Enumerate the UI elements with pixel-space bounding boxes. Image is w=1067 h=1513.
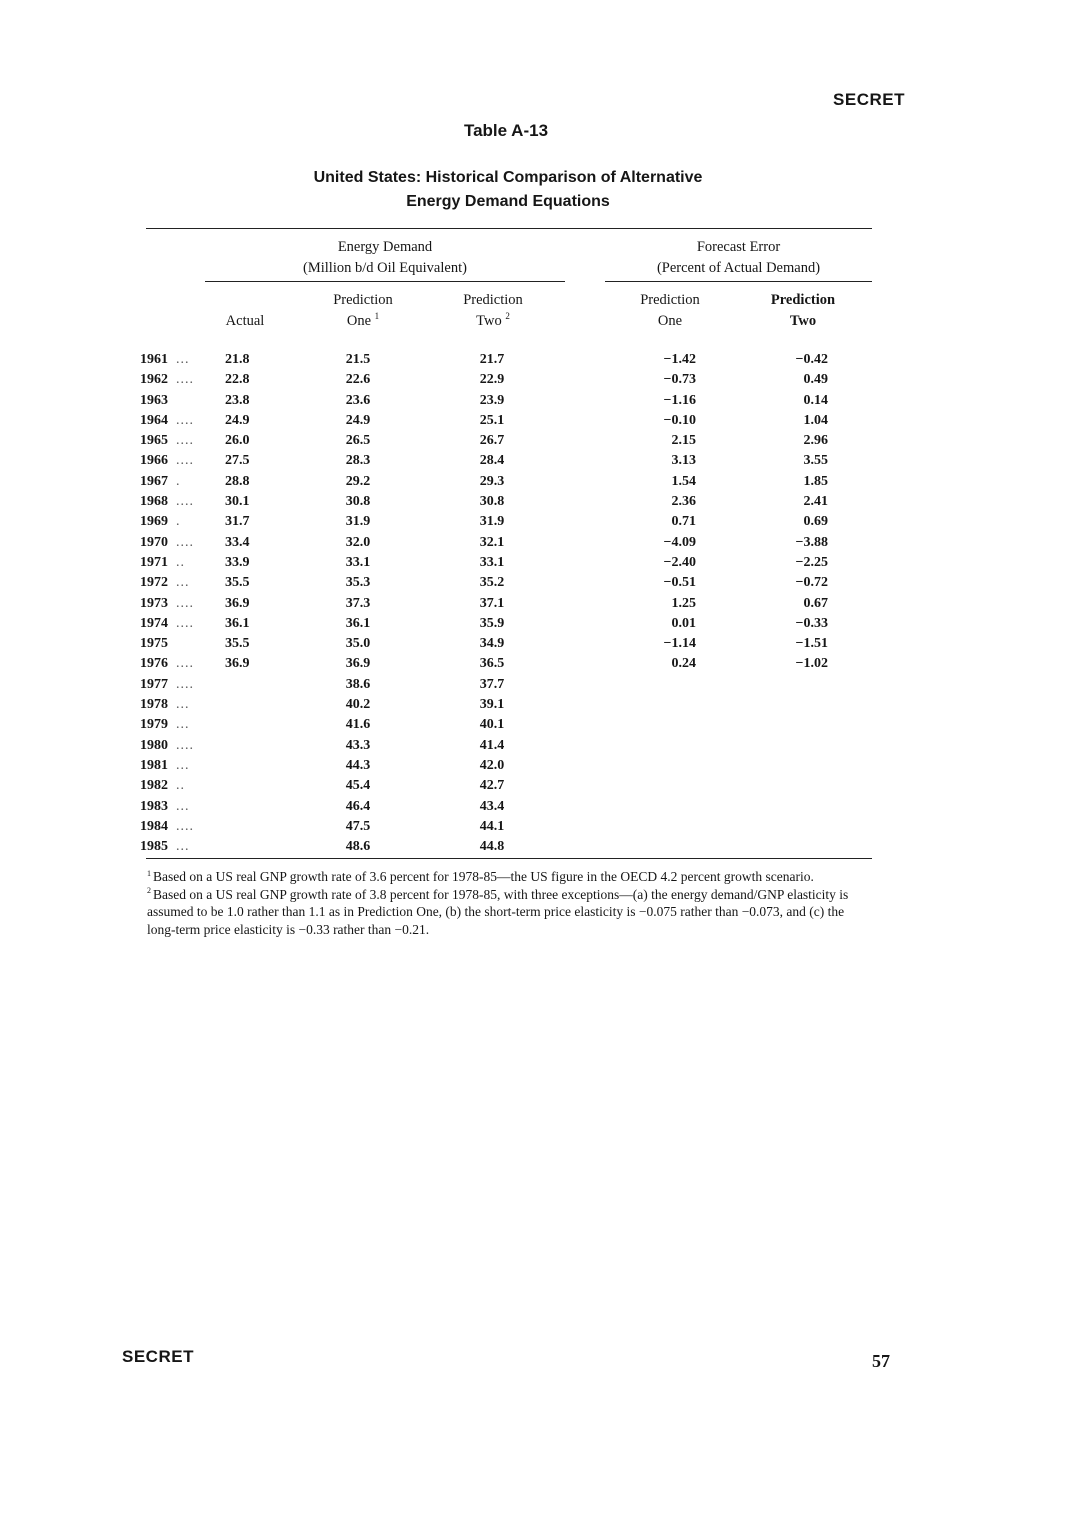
row-leader-dots: ... [176,575,190,591]
table-row [0,839,1067,859]
cell-actual: 35.5 [225,636,250,652]
row-year: 1977 [140,676,168,692]
row-leader-dots: .... [176,818,194,834]
table-row [0,474,1067,494]
cell-error-prediction-two: −0.33 [795,615,828,631]
table-row [0,778,1067,798]
table-top-rule [146,228,872,229]
cell-prediction-two: 26.7 [479,433,505,449]
cell-error-prediction-two: 2.41 [803,494,828,510]
cell-error-prediction-two: 0.49 [803,372,828,388]
cell-prediction-two: 31.9 [479,514,505,530]
cell-actual: 28.8 [225,473,250,489]
cell-prediction-one: 36.1 [345,615,371,631]
cell-prediction-two: 25.1 [479,412,505,428]
forecast-error-group-header [605,237,872,279]
cell-prediction-one: 46.4 [345,798,371,814]
column-header-error-one-line-1: Prediction [640,292,700,308]
table-row [0,514,1067,534]
row-year: 1978 [140,697,168,713]
cell-actual: 24.9 [225,412,250,428]
row-year: 1984 [140,818,168,834]
cell-actual: 31.7 [225,514,250,530]
cell-prediction-two: 35.9 [479,615,505,631]
cell-prediction-one: 23.6 [345,392,371,408]
cell-error-prediction-one: 2.15 [671,433,696,449]
cell-error-prediction-two: −1.02 [795,656,828,672]
cell-error-prediction-one: −1.16 [663,392,696,408]
column-header-prediction-two [448,290,538,332]
table-row [0,372,1067,392]
energy-demand-header-line-1: Energy Demand [337,239,433,255]
cell-prediction-two: 36.5 [479,656,505,672]
row-leader-dots: .. [176,554,185,570]
row-leader-dots: .... [176,494,194,510]
row-year: 1980 [140,737,168,753]
cell-error-prediction-two: 0.67 [803,595,828,611]
table-row [0,738,1067,758]
energy-demand-header-line-2: (Million b/d Oil Equivalent) [303,260,467,276]
table-body [0,352,1067,859]
table-row [0,596,1067,616]
cell-prediction-one: 28.3 [345,453,371,469]
cell-error-prediction-two: 0.14 [803,392,828,408]
row-year: 1982 [140,778,168,794]
row-leader-dots: ... [176,697,190,713]
cell-error-prediction-one: −0.51 [663,575,696,591]
column-header-prediction-one-line-2: One $^1$ [346,311,380,329]
energy-demand-group-rule [205,281,565,282]
cell-actual: 36.9 [225,595,250,611]
cell-actual: 36.1 [225,615,250,631]
row-leader-dots: .... [176,412,194,428]
cell-error-prediction-one: 2.36 [671,494,696,510]
energy-demand-group-header [255,237,515,279]
cell-error-prediction-two: 1.04 [803,412,828,428]
table-row [0,393,1067,413]
row-year: 1979 [140,717,168,733]
table-row [0,697,1067,717]
row-year: 1985 [140,839,168,855]
row-leader-dots: .... [176,595,194,611]
cell-prediction-two: 32.1 [479,534,505,550]
table-title [0,166,1016,214]
cell-prediction-two: 30.8 [479,494,505,510]
cell-prediction-one: 48.6 [345,839,371,855]
table-number: Table A-13 [463,121,549,140]
row-year: 1970 [140,534,168,550]
row-year: 1963 [140,392,168,408]
row-year: 1971 [140,554,168,570]
cell-prediction-one: 26.5 [345,433,371,449]
column-header-actual: Actual [225,313,265,329]
footnote-2-mark: 2 [147,886,151,895]
row-leader-dots: ... [176,839,190,855]
cell-prediction-two: 22.9 [479,372,505,388]
column-header-error-prediction-one [625,290,715,332]
cell-prediction-one: 41.6 [345,717,371,733]
column-header-prediction-one [318,290,408,332]
cell-prediction-one: 47.5 [345,818,371,834]
row-leader-dots: .... [176,433,194,449]
cell-prediction-one: 35.0 [345,636,371,652]
forecast-error-header-line-2: (Percent of Actual Demand) [656,260,821,276]
cell-error-prediction-two: 3.55 [803,453,828,469]
cell-prediction-two: 42.0 [479,757,505,773]
cell-error-prediction-two: 2.96 [803,433,828,449]
classification-marking-bottom: SECRET [122,1347,194,1366]
cell-actual: 33.4 [225,534,250,550]
cell-error-prediction-one: −1.14 [663,636,696,652]
cell-error-prediction-one: 0.71 [671,514,696,530]
cell-prediction-one: 44.3 [345,757,371,773]
table-title-line-2: Energy Demand Equations [406,193,610,210]
cell-prediction-two: 42.7 [479,778,505,794]
table-row [0,758,1067,778]
row-year: 1966 [140,453,168,469]
row-leader-dots: .... [176,372,194,388]
cell-prediction-one: 24.9 [345,412,371,428]
row-leader-dots: . [176,514,181,530]
row-year: 1968 [140,494,168,510]
cell-prediction-two: 43.4 [479,798,505,814]
cell-prediction-one: 29.2 [345,473,371,489]
cell-actual: 36.9 [225,656,250,672]
row-year: 1976 [140,656,168,672]
cell-prediction-two: 35.2 [479,575,505,591]
table-row [0,656,1067,676]
cell-prediction-two: 28.4 [479,453,505,469]
row-year: 1975 [140,636,168,652]
row-year: 1965 [140,433,168,449]
cell-prediction-one: 35.3 [345,575,371,591]
footnote-ref-1: 1 [374,311,380,322]
row-year: 1961 [140,352,168,367]
cell-prediction-two: 44.1 [479,818,505,834]
cell-error-prediction-one: 1.54 [671,473,696,489]
table-row [0,352,1067,372]
table-row [0,433,1067,453]
cell-error-prediction-one: −0.10 [663,412,696,428]
cell-prediction-two: 23.9 [479,392,505,408]
cell-prediction-two: 44.8 [479,839,505,855]
footnote-2 [147,886,875,939]
cell-error-prediction-one: 3.13 [671,453,696,469]
table-row [0,677,1067,697]
classification-marking-top: SECRET [833,90,905,109]
forecast-error-header-line-1: Forecast Error [696,239,781,255]
cell-error-prediction-one: −1.42 [663,352,696,367]
cell-prediction-two: 29.3 [479,473,505,489]
row-year: 1974 [140,615,168,631]
cell-actual: 27.5 [225,453,250,469]
cell-prediction-one: 33.1 [345,554,371,570]
cell-prediction-two: 41.4 [479,737,505,753]
forecast-error-group-rule [605,281,872,282]
cell-prediction-one: 38.6 [345,676,371,692]
page-number: 57 [872,1351,890,1371]
footnote-ref-2: 2 [505,311,510,322]
table-row [0,636,1067,656]
table-bottom-rule [146,858,872,859]
column-header-error-one-line-2: One [657,313,683,329]
cell-prediction-one: 43.3 [345,737,371,753]
table-row [0,819,1067,839]
cell-prediction-two: 34.9 [479,636,505,652]
cell-error-prediction-two: −0.42 [795,352,828,367]
row-year: 1972 [140,575,168,591]
table-row [0,575,1067,595]
cell-prediction-two: 37.7 [479,676,505,692]
row-leader-dots: ... [176,757,190,773]
table-row [0,413,1067,433]
cell-prediction-one: 30.8 [345,494,371,510]
cell-prediction-one: 40.2 [345,697,371,713]
cell-prediction-two: 21.7 [479,352,505,367]
column-header-prediction-two-line-1: Prediction [463,292,523,308]
cell-prediction-two: 33.1 [479,554,505,570]
row-leader-dots: .... [176,676,194,692]
cell-prediction-two: 39.1 [479,697,505,713]
cell-actual: 33.9 [225,554,250,570]
cell-error-prediction-two: −2.25 [795,554,828,570]
cell-actual: 23.8 [225,392,250,408]
column-header-error-two-line-2: Two [789,313,817,329]
cell-prediction-one: 45.4 [345,778,371,794]
cell-error-prediction-one: −2.40 [663,554,696,570]
cell-actual: 26.0 [225,433,250,449]
row-leader-dots: .... [176,737,194,753]
footnote-1 [147,868,875,886]
footnotes [147,868,875,938]
row-leader-dots: .... [176,453,194,469]
cell-actual: 22.8 [225,372,250,388]
cell-prediction-one: 32.0 [345,534,371,550]
cell-error-prediction-one: 1.25 [671,595,696,611]
cell-error-prediction-one: 0.01 [671,615,696,631]
cell-prediction-one: 37.3 [345,595,371,611]
row-year: 1964 [140,412,168,428]
footnote-1-mark: 1 [147,868,151,878]
table-row [0,717,1067,737]
cell-actual: 30.1 [225,494,250,510]
cell-error-prediction-two: −1.51 [795,636,828,652]
table-row [0,535,1067,555]
cell-prediction-one: 22.6 [345,372,371,388]
column-header-prediction-two-line-2: Two $^2$ [476,311,510,329]
cell-error-prediction-two: 1.85 [803,473,828,489]
column-header-error-prediction-two [758,290,848,332]
cell-error-prediction-one: −0.73 [663,372,696,388]
cell-error-prediction-one: −4.09 [663,534,696,550]
table-title-line-1: United States: Historical Comparison of Alternative [313,169,703,186]
row-leader-dots: .... [176,656,194,672]
column-header-prediction-one-line-1: Prediction [333,292,393,308]
table-row [0,453,1067,473]
cell-actual: 21.8 [225,352,250,367]
row-leader-dots: ... [176,798,190,814]
column-header-error-two-line-1: Prediction [770,292,836,308]
cell-prediction-one: 31.9 [345,514,371,530]
cell-actual: 35.5 [225,575,250,591]
cell-error-prediction-two: −0.72 [795,575,828,591]
row-year: 1969 [140,514,168,530]
cell-error-prediction-two: −3.88 [795,534,828,550]
row-leader-dots: .. [176,778,185,794]
row-leader-dots: ... [176,717,190,733]
row-leader-dots: ... [176,352,190,367]
table-row [0,799,1067,819]
cell-prediction-two: 40.1 [479,717,505,733]
row-year: 1981 [140,757,168,773]
row-year: 1967 [140,473,168,489]
cell-prediction-two: 37.1 [479,595,505,611]
row-year: 1973 [140,595,168,611]
row-year: 1983 [140,798,168,814]
cell-error-prediction-two: 0.69 [803,514,828,530]
table-row [0,555,1067,575]
table-row [0,494,1067,514]
footnote-1-text: Based on a US real GNP growth rate of 3.6 percent for 1978-85—the US figure in the OECD 4.2 percent growth scenario. [153,869,814,884]
footnote-2-text: Based on a US real GNP growth rate of 3.8 percent for 1978-85, with three exceptions—(a) the energy demand/GNP elasticity is assumed to be 1.0 rather than 1.1 as in Prediction One, (b) the short-term price elasticity is −0.075 rather than −0.073, and (c) the long-term price elasticity is −0.33 rather than −0.21. [147,886,849,937]
cell-prediction-one: 36.9 [345,656,371,672]
table-row [0,616,1067,636]
row-leader-dots: . [176,473,181,489]
row-year: 1962 [140,372,168,388]
cell-error-prediction-one: 0.24 [671,656,696,672]
row-leader-dots: .... [176,615,194,631]
row-leader-dots: .... [176,534,194,550]
cell-prediction-one: 21.5 [345,352,371,367]
